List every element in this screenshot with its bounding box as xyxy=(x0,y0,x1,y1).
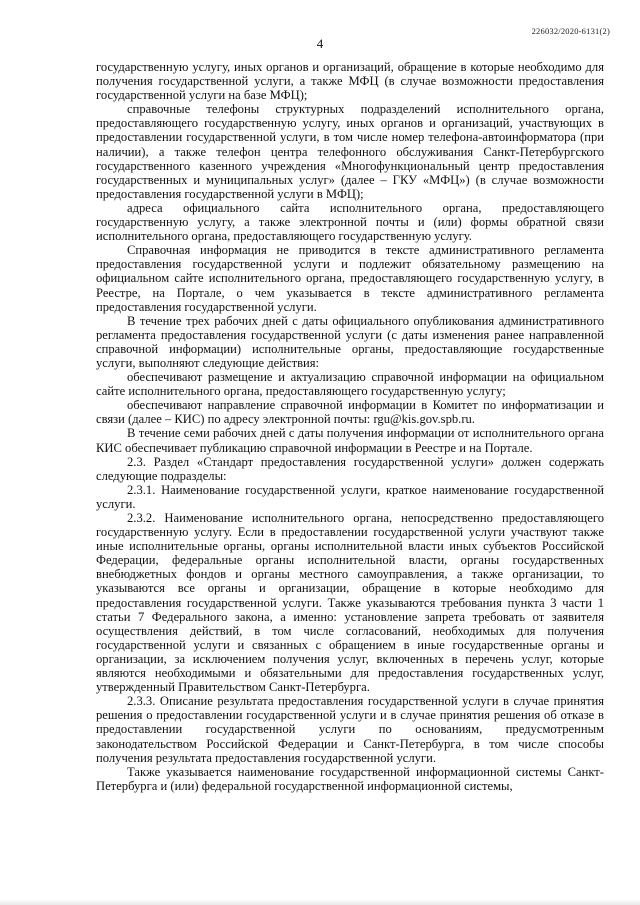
paragraph-section-2-3-2: 2.3.2. Наименование исполнительного органа, непосредственно предоставляющего государственную услугу. Если в предоставлении государственной услуги участвуют также иные исполнительные органы, органы исполнительной власти иных субъектов Российской Федерации, федеральные органы исполнительной власти, органы государственных внебюджетных фондов и органы местного самоуправления, а также организации, то указываются все органы и организации, обращение в которые необходимо для предоставления государственной услуги. Также указываются требования пункта 3 части 1 статьи 7 Федерального закона, а именно: установление запрета требовать от заявителя осуществления действий, в том числе согласований, необходимых для получения государственной услуги и связанных с обращением в иные государственные органы и организации, за исключением получения услуг, включенных в перечень услуг, которые являются необходимыми и обязательными для предоставления государственных услуг, утвержденный Правительством Санкт-Петербурга. xyxy=(96,511,604,695)
paragraph-seven-days-publication: В течение семи рабочих дней с даты получения информации от исполнительного органа КИС обеспечивает публикацию справочной информации в Реестре и на Портале. xyxy=(96,426,604,455)
paragraph-section-2-3: 2.3. Раздел «Стандарт предоставления государственной услуги» должен содержать следующие подразделы: xyxy=(96,454,604,483)
paragraph-information-system: Также указывается наименование государственной информационной системы Санкт-Петербурга и (или) федеральной государственной информационной системы, xyxy=(96,764,604,793)
scan-bottom-edge xyxy=(0,899,640,905)
paragraph-section-2-3-1: 2.3.1. Наименование государственной услуги, краткое наименование государственной услуги. xyxy=(96,482,604,511)
page-number: 4 xyxy=(316,36,324,51)
document-registration-code: 226032/2020-6131(2) xyxy=(531,26,610,36)
paragraph-reference-phones: справочные телефоны структурных подразделений исполнительного органа, предоставляющего государственную услугу, иных органов и организаций, участвующих в предоставлении государственной услуги, в том числе номер телефона-автоинформатора (при наличии), а также телефон центра телефонного обслуживания Санкт-Петербургского государственного казенного учреждения «Многофункциональный центр предоставления государственных и муниципальных услуг» (далее – ГКУ «МФЦ») (в случае возможности предоставления государственной услуги в МФЦ); xyxy=(96,102,604,201)
document-body xyxy=(96,60,604,793)
paragraph-website-addresses: адреса официального сайта исполнительного органа, предоставляющего государственную услугу, а также электронной почты и (или) формы обратной связи исполнительного органа, предоставляющего государственную услугу. xyxy=(96,200,604,244)
paragraph-website-update: обеспечивают размещение и актуализацию справочной информации на официальном сайте исполнительного органа, предоставляющего государственную услугу; xyxy=(96,370,604,399)
paragraph-reference-info-placement: Справочная информация не приводится в тексте административного регламента предоставления государственной услуги и подлежит обязательному размещению на официальном сайте исполнительного органа, предоставляющего государственную услугу, в Реестре, на Портале, о чем указывается в тексте административного регламента предоставления государственной услуги. xyxy=(96,243,604,314)
paragraph-section-2-3-3: 2.3.3. Описание результата предоставления государственной услуги в случае принятия решения о предоставлении государственной услуги и в случае принятия решения об отказе в предоставлении государственной услуги по основаниям, предусмотренным законодательством Российской Федерации и Санкт-Петербурга, в том числе способы получения результата предоставления государственной услуги. xyxy=(96,694,604,765)
paragraph-continuation: государственную услугу, иных органов и организаций, обращение в которые необходимо для получения государственной услуги, а также МФЦ (в случае возможности предоставления государственной услуги на базе МФЦ); xyxy=(96,60,604,103)
paragraph-kis-email: обеспечивают направление справочной информации в Комитет по информатизации и связи (далее – КИС) по адресу электронной почты: rgu@kis.gov.spb.ru. xyxy=(96,398,604,427)
paragraph-three-days-actions: В течение трех рабочих дней с даты официального опубликования административного регламента предоставления государственной услуги (с даты изменения ранее направленной справочной информации) исполнительные органы, предоставляющие государственные услуги, выполняют следующие действия: xyxy=(96,313,604,370)
